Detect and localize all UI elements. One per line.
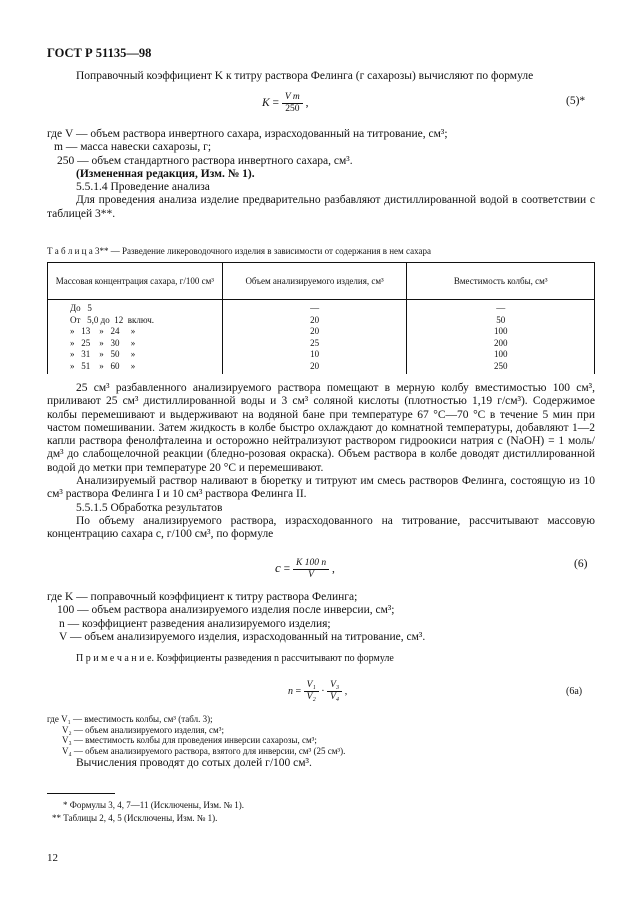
formula-6a-numerator-1: V₁ — [304, 680, 319, 692]
table-row — [48, 326, 595, 338]
formula-5-tail: , — [305, 97, 309, 110]
formula-5 — [262, 92, 309, 115]
note — [47, 654, 595, 665]
calculation-intro: По объему анализируемого раствора, израсходованного на титрование, рассчитывают массовую концентрацию сахара c, г/100 см³, по формуле — [47, 514, 595, 541]
edition-note: (Измененная редакция, Изм. № 1). — [76, 167, 255, 180]
formula-5-fraction — [282, 92, 303, 115]
legend-6-item: K — поправочный коэффициент к титру раствора Фелинга; — [64, 591, 358, 603]
formula-6a-fraction-1 — [304, 680, 319, 703]
final-text — [47, 757, 595, 770]
table-header-cell: Вместимость колбы, см³ — [407, 263, 595, 300]
section-5-5-1-4: 5.5.1.4 Проведение анализа — [76, 181, 210, 194]
formula-6a — [288, 680, 347, 703]
table-cell: » 31 » 50 » — [48, 349, 223, 361]
table-cell: 100 — [407, 349, 595, 361]
page-number: 12 — [47, 852, 58, 864]
note-legend-item: V₃ — вместимость колбы для проведения инверсии сахарозы, см³; — [62, 735, 317, 745]
legend-6-item: V — объем анализируемого изделия, израсходованный на титрование, см³. — [59, 630, 426, 643]
formula-6-number: (6) — [574, 558, 588, 570]
formula-6a-dot: · — [321, 685, 325, 697]
formula-6a-denominator-2: V₄ — [330, 692, 340, 702]
table-cell: — — [407, 300, 595, 315]
k-formula-intro — [47, 70, 595, 83]
legend-6-line-1 — [47, 591, 595, 604]
note-text: Коэффициенты разведения n рассчитывают по формуле — [156, 653, 394, 664]
table-cell: 20 — [222, 361, 407, 375]
table-cell: 20 — [222, 315, 407, 327]
table-row — [48, 300, 595, 315]
footnote-1: * Формулы 3, 4, 7—11 (Исключены, Изм. № 1). — [63, 800, 245, 810]
formula-6a-eq: = — [295, 685, 302, 697]
procedure-paragraph-1: 25 см³ разбавленного анализируемого раствора помещают в мерную колбу вместимостью 100 см³, приливают 25 см³ дистиллированной воды и 3 см³ соляной кислоты (плотностью 1,19 г/см³). Содержимое колбы перемешивают и выдерживают на водяной бане при температуре 67 °С—70 °С в течение 5 мин при частом помешивании. Затем жидкость в колбе быстро охлаждают до комнатной температуры, добавляют 1—2 капли раствора фенолфталеина и осторожно нейтрализуют раствором гидроокиси натрия c (NaOH) = 1 моль/дм³ до слабощелочной реакции (бледно-розовая окраска). Объем раствора в колбе доводят дистиллированной водой до метки при температуре 20 °С и перемешивают. — [47, 382, 595, 474]
formula-5-eq: = — [272, 97, 280, 110]
note-legend-item: V₁ — вместимость колбы, см³ (табл. 3); — [61, 714, 213, 724]
table-cell: 20 — [222, 326, 407, 338]
table-cell: 250 — [407, 361, 595, 375]
document-header: ГОСТ Р 51135—98 — [47, 46, 152, 60]
table-header-cell: Объем анализируемого изделия, см³ — [222, 263, 407, 300]
formula-6a-lhs: n — [288, 685, 293, 697]
table-caption: Т а б л и ц а 3** — Разведение ликероводочного изделия в зависимости от содержания в нем сахара — [47, 246, 431, 256]
note-label: П р и м е ч а н и е. — [76, 653, 154, 664]
formula-6-tail: , — [332, 563, 335, 576]
table-cell: 100 — [407, 326, 595, 338]
table-row — [48, 349, 595, 361]
legend-5-item: 250 — объем стандартного раствора инвертного сахара, см³. — [57, 154, 353, 167]
formula-6-lhs: c — [275, 560, 281, 576]
table-header-row — [48, 263, 595, 300]
formula-6a-numerator-2: V₃ — [327, 680, 342, 692]
table-cell: От 5,0 до 12 включ. — [48, 315, 223, 327]
table-row — [48, 315, 595, 327]
formula-6-denominator: V — [308, 570, 314, 580]
dilution-paragraph: Для проведения анализа изделие предварительно разбавляют дистиллированной водой в соответствии с таблицей 3**. — [47, 194, 595, 220]
formula-6a-tail: , — [344, 685, 348, 697]
note-legend-intro: где — [47, 714, 59, 724]
formula-5-numerator: V m — [282, 92, 303, 104]
table-cell: » 13 » 24 » — [48, 326, 223, 338]
table-cell: 50 — [407, 315, 595, 327]
table-cell: До 5 — [48, 300, 223, 315]
legend-6-intro: где — [47, 591, 63, 603]
procedure-text — [47, 382, 595, 542]
legend-5-line-1 — [47, 128, 595, 141]
legend-6 — [47, 591, 595, 644]
section-5-5-1-5: 5.5.1.5 Обработка результатов — [76, 501, 223, 514]
dilution-table — [47, 262, 595, 374]
k-formula-text: Поправочный коэффициент K к титру раствора Фелинга (г сахарозы) вычисляют по формуле — [76, 70, 534, 82]
legend-6-item: 100 — объем раствора анализируемого изделия после инверсии, см³; — [57, 604, 395, 617]
formula-6 — [275, 558, 335, 581]
table-cell: » 51 » 60 » — [48, 361, 223, 375]
table-cell: 10 — [222, 349, 407, 361]
note-legend-item: V₄ — объем анализируемого раствора, взятого для инверсии, см³ (25 см³). — [62, 745, 346, 756]
footnote-2: ** Таблицы 2, 4, 5 (Исключены, Изм. № 1). — [52, 813, 218, 823]
table-row — [48, 361, 595, 375]
legend-5 — [47, 128, 595, 221]
table-row — [48, 338, 595, 350]
legend-5-intro: где — [47, 128, 63, 140]
note-legend — [47, 714, 595, 756]
legend-6-item: n — коэффициент разведения анализируемого изделия; — [59, 617, 331, 630]
legend-5-item: m — масса навески сахарозы, г; — [54, 141, 212, 154]
legend-5-item: V — объем раствора инвертного сахара, израсходованный на титрование, см³; — [64, 128, 448, 140]
table-header-cell: Массовая концентрация сахара, г/100 см³ — [48, 263, 223, 300]
footnote-divider — [47, 793, 115, 794]
formula-6a-fraction-2 — [327, 680, 342, 703]
table-cell: » 25 » 30 » — [48, 338, 223, 350]
formula-6a-number: (6а) — [566, 686, 583, 697]
formula-6-numerator: K 100 n — [293, 558, 329, 570]
table-cell: 25 — [222, 338, 407, 350]
formula-6-fraction — [293, 558, 329, 581]
note-legend-line-1 — [47, 714, 595, 725]
table-cell: 200 — [407, 338, 595, 350]
formula-5-lhs: K — [262, 97, 270, 110]
table-cell: — — [222, 300, 407, 315]
procedure-paragraph-2: Анализируемый раствор наливают в бюретку и титруют им смесь растворов Фелинга, состоящую из 10 см³ раствора Фелинга I и 10 см³ раствора Фелинга II. — [47, 475, 595, 501]
formula-6a-denominator-1: V₂ — [306, 692, 316, 702]
note-legend-item: V₂ — объем анализируемого изделия, см³; — [62, 724, 224, 735]
formula-5-number: (5)* — [566, 95, 586, 107]
final-paragraph: Вычисления проводят до сотых долей г/100 см³. — [76, 757, 312, 769]
formula-5-denominator: 250 — [285, 104, 300, 114]
formula-6-eq: = — [283, 563, 291, 576]
note-line — [47, 654, 595, 665]
